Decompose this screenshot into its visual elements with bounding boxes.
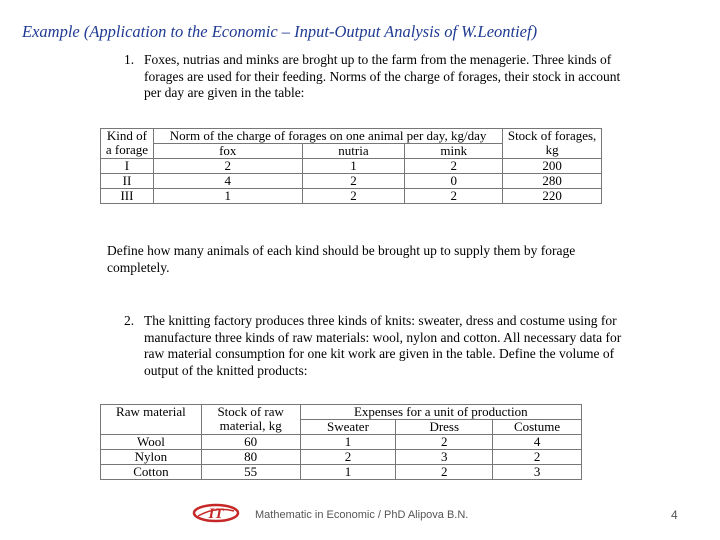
logo-text: IT [208,506,224,522]
cell-costume: 3 [493,465,582,480]
knitting-table [100,404,582,480]
header-mink: mink [405,144,503,159]
cell-dress: 2 [396,435,493,450]
cell-material: Nylon [101,450,202,465]
cell-nutria: 2 [302,189,405,204]
footer-text: Mathematic in Economic / PhD Alipova B.N. [255,509,469,521]
table-row [101,435,582,450]
cell-stock: 80 [201,450,300,465]
cell-kind: III [101,189,154,204]
cell-material: Wool [101,435,202,450]
table-row [101,189,602,204]
header-raw-stock: Stock of raw material, kg [201,405,300,435]
cell-sweater: 2 [300,450,396,465]
header-stock: Stock of forages, kg [503,129,602,159]
cell-stock: 60 [201,435,300,450]
cell-fox: 4 [153,174,302,189]
cell-nutria: 1 [302,159,405,174]
table-row [101,174,602,189]
problem-2-number: 2. [124,313,135,328]
header-fox: fox [153,144,302,159]
forage-table [100,128,602,204]
problem-1-text: Foxes, nutrias and minks are broght up to the farm from the menagerie. Three kinds of forages are used for their feeding. Norms of the charge of forages, their stock in account per day are given in the table: [144,52,621,100]
cell-mink: 2 [405,189,503,204]
cell-stock: 220 [503,189,602,204]
table-row [101,159,602,174]
knitting-table-header [101,405,582,420]
cell-dress: 3 [396,450,493,465]
cell-sweater: 1 [300,465,396,480]
table-row [101,450,582,465]
problem-1 [124,52,624,102]
university-logo-icon [192,503,240,523]
header-norm: Norm of the charge of forages on one animal per day, kg/day [153,129,502,144]
header-sweater: Sweater [300,420,396,435]
table-row [101,465,582,480]
header-kind: Kind of a forage [101,129,154,159]
cell-costume: 4 [493,435,582,450]
header-costume: Costume [493,420,582,435]
cell-stock: 55 [201,465,300,480]
cell-costume: 2 [493,450,582,465]
cell-fox: 2 [153,159,302,174]
problem-1-question: Define how many animals of each kind should be brought up to supply them by forage completely. [107,243,576,275]
problem-2 [124,313,624,379]
slide-title: Example (Application to the Economic – Input-Output Analysis of W.Leontief) [22,22,538,41]
cell-material: Cotton [101,465,202,480]
cell-nutria: 2 [302,174,405,189]
problem-1-number: 1. [124,52,135,67]
cell-mink: 0 [405,174,503,189]
header-nutria: nutria [302,144,405,159]
forage-table-header [101,129,602,144]
cell-dress: 2 [396,465,493,480]
cell-fox: 1 [153,189,302,204]
cell-kind: II [101,174,154,189]
header-raw-material: Raw material [101,405,202,435]
header-expenses: Expenses for a unit of production [300,405,581,420]
cell-stock: 200 [503,159,602,174]
cell-kind: I [101,159,154,174]
header-dress: Dress [396,420,493,435]
cell-sweater: 1 [300,435,396,450]
cell-stock: 280 [503,174,602,189]
problem-2-text: The knitting factory produces three kinds of knits: sweater, dress and costume using for manufacture three kinds of raw materials: wool, nylon and cotton. All necessary data for raw material consumption for one kit work are given in the table. Define the volume of output of the knitted products: [144,313,622,378]
page-number: 4 [671,508,678,522]
cell-mink: 2 [405,159,503,174]
